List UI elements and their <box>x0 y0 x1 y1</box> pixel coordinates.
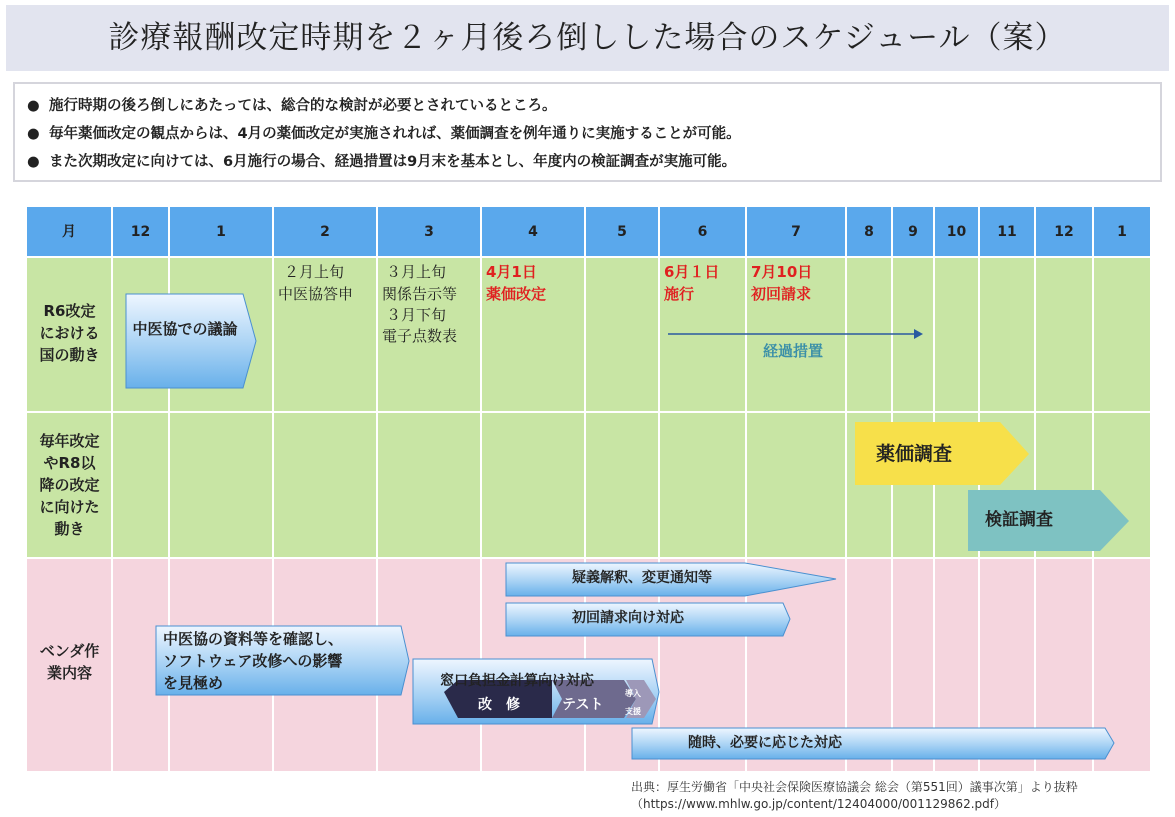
feb-date: ２月上旬 <box>284 263 345 281</box>
intro-label-2: 支援 <box>625 707 641 716</box>
apr-event: 薬価改定 <box>486 285 547 303</box>
title-bar <box>6 5 1169 71</box>
grid-line <box>978 207 980 771</box>
grid-line <box>1092 207 1094 771</box>
copay-label: 窓口負担金計算向け対応 <box>440 673 594 689</box>
qa-label: 疑義解釈、変更通知等 <box>572 570 712 586</box>
transition-label: 経過措置 <box>763 342 824 360</box>
month-7: 7 <box>791 224 801 240</box>
chuikyo-discussion-label: 中医協での議論 <box>132 320 238 338</box>
month-6: 6 <box>697 224 708 240</box>
summary-box <box>13 82 1162 182</box>
bullet-dot-icon: ● <box>27 126 40 142</box>
month-1-next: 1 <box>1117 224 1127 240</box>
month-11: 11 <box>997 224 1017 240</box>
month-5: 5 <box>617 224 627 240</box>
assess-line-3: を見極め <box>163 674 224 692</box>
test-label: テスト <box>562 697 604 713</box>
month-9: 9 <box>908 224 918 240</box>
mar-date-1: ３月上旬 <box>386 263 447 281</box>
mar-event-2: 電子点数表 <box>382 327 458 345</box>
month-4: 4 <box>528 224 538 240</box>
row-label-vendor: ベンダ作業内容 <box>39 642 100 682</box>
jul-event: 初回請求 <box>751 285 812 303</box>
bullet-1-text: 施行時期の後ろ倒しにあたっては、総合的な検討が必要とされているところ。 <box>49 98 557 114</box>
jun-event: 施行 <box>664 285 695 303</box>
chuikyo-arrow-shape <box>125 293 257 389</box>
grid-line <box>745 207 747 771</box>
bullet-3-text: また次期改定に向けては、6月施行の場合、経過措置は9月末を基本とし、年度内の検証調査が実施可能。 <box>49 154 737 170</box>
month-10: 10 <box>946 224 967 240</box>
modify-label: 改 修 <box>478 697 520 713</box>
grid-line <box>27 411 1150 413</box>
apr-date: 4月1日 <box>486 263 537 281</box>
month-12-next: 12 <box>1054 224 1074 240</box>
source-line-1: 出典：厚生労働省「中央社会保険医療協議会 総会（第551回）議事次第」より抜粋 <box>631 780 1078 794</box>
month-2: 2 <box>320 224 330 240</box>
verification-label: 検証調査 <box>985 510 1053 530</box>
assess-line-1: 中医協の資料等を確認し、 <box>163 630 344 648</box>
source-link[interactable]: （https://www.mhlw.go.jp/content/12404000/001129862.pdf） <box>631 797 1006 811</box>
row-label-annual: 毎年改定やR8以降の改定に向けた動き <box>39 432 100 538</box>
jul-date: 7月10日 <box>751 263 813 281</box>
bullet-3 <box>27 150 736 171</box>
header-month: 月 <box>62 224 76 240</box>
grid-line <box>933 207 935 771</box>
first-claim-label: 初回請求向け対応 <box>572 610 684 626</box>
grid-line <box>27 557 1150 559</box>
mar-date-2: ３月下旬 <box>386 306 447 324</box>
transition-arrow-icon <box>668 328 924 340</box>
assess-line-2: ソフトウェア改修への影響 <box>163 652 343 670</box>
page-title: 診療報酬改定時期を２ヶ月後ろ倒しした場合のスケジュール（案） <box>108 20 1067 56</box>
copay-arrow-shape <box>412 658 660 726</box>
ongoing-label: 随時、必要に応じた対応 <box>688 735 842 751</box>
month-12: 12 <box>130 224 151 240</box>
bullet-dot-icon: ● <box>27 154 40 170</box>
month-8: 8 <box>864 224 874 240</box>
bullet-2-text: 毎年薬価改定の観点からは、4月の薬価改定が実施されれば、薬価調査を例年通りに実施することが可能。 <box>49 126 741 142</box>
grid-line <box>891 207 893 771</box>
bullet-dot-icon: ● <box>27 98 40 114</box>
grid-line <box>1034 207 1036 771</box>
jun-date: 6月１日 <box>664 263 720 281</box>
intro-label-1: 導入 <box>625 689 641 698</box>
month-3: 3 <box>424 224 434 240</box>
grid-line <box>845 207 847 771</box>
bullet-2 <box>27 122 741 143</box>
mar-event-1: 関係告示等 <box>382 285 458 303</box>
feb-event: 中医協答申 <box>278 285 354 303</box>
month-1: 1 <box>216 224 226 240</box>
row-label-r6: R6改定における国の動き <box>39 302 100 364</box>
price-survey-label: 薬価調査 <box>876 443 953 465</box>
bullet-1 <box>27 94 557 115</box>
